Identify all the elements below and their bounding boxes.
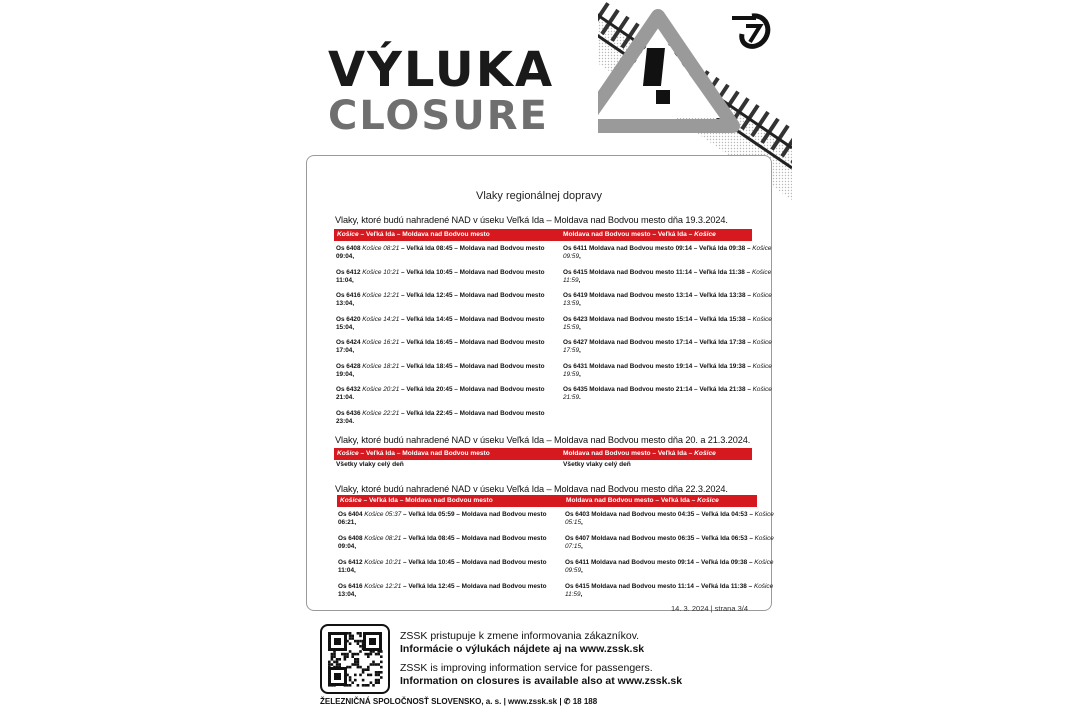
train-entry-kosice-time: Košice 09:59 [565, 559, 776, 575]
train-entry [336, 316, 546, 332]
qr-code-icon[interactable] [320, 624, 390, 694]
train-entry [336, 386, 546, 402]
direction-right-dest: Košice [697, 497, 719, 504]
train-entry-text: Os 6423 Moldava nad Bodvou mesto 15:14 – Veľká Ida 15:38 – [563, 315, 753, 323]
train-entry [565, 535, 775, 551]
train-entry [336, 339, 546, 355]
train-entry-kosice-time: Košice 18:21 [362, 362, 400, 370]
direction-bar-1 [334, 229, 752, 241]
train-entry-kosice-time: Košice 05:15 [565, 511, 776, 527]
train-entry-rest: , [579, 347, 581, 355]
direction-right-rest: Moldava nad Bodvou mesto – Veľká Ida – [566, 497, 698, 504]
train-entry-rest: – Veľká Ida 10:45 – Moldava nad Bodvou mesto 11:04, [336, 268, 547, 284]
train-entry-rest: – Veľká Ida 12:45 – Moldava nad Bodvou mesto 13:04, [336, 292, 547, 308]
train-entry-rest: – Veľká Ida 22:45 – Moldava nad Bodvou mesto 23:04. [336, 409, 547, 425]
train-entry-text: Os 6419 Moldava nad Bodvou mesto 13:14 – Veľká Ida 13:38 – [563, 292, 753, 299]
train-entry-kosice-time: Košice 12:21 [362, 292, 400, 299]
train-entry-rest: , [580, 591, 583, 599]
train-entry-rest: . [579, 394, 581, 402]
train-entry-kosice-time: Košice 08:21 [364, 535, 402, 542]
train-entry-rest: – Veľká Ida 12:45 – Moldava nad Bodvou mesto 13:04, [338, 583, 549, 599]
train-entry-kosice-time: Košice 13:59 [563, 292, 774, 308]
timetable-panel [306, 155, 776, 611]
train-entry [563, 245, 773, 261]
train-entry-text: Os 6415 Moldava nad Bodvou mesto 11:14 – Veľká Ida 11:38 – [565, 583, 754, 590]
train-entry-rest: , [578, 276, 581, 284]
train-entry-kosice-time: Košice 16:21 [362, 339, 400, 346]
train-entry-text: Os 6408 [338, 535, 365, 542]
train-entry-kosice-time: Košice 08:21 [362, 245, 400, 252]
train-entry-text: Os 6412 [338, 559, 365, 566]
train-entry-rest: – Veľká Ida 20:45 – Moldava nad Bodvou mesto 21:04. [336, 386, 547, 402]
section-title-2: Vlaky, ktoré budú nahradené NAD v úseku Veľká Ida – Moldava nad Bodvou mesto dňa 20. a 21.3.2024. [335, 435, 751, 445]
train-entry-text: Os 6427 Moldava nad Bodvou mesto 17:14 – Veľká Ida 17:38 – [563, 339, 753, 346]
direction-left-origin: Košice [337, 231, 359, 238]
train-entry-rest: – Veľká Ida 14:45 – Moldava nad Bodvou mesto 15:04, [336, 315, 547, 331]
train-entry [338, 559, 548, 575]
section-title-3: Vlaky, ktoré budú nahradené NAD v úseku Veľká Ida – Moldava nad Bodvou mesto dňa 22.3.2024. [335, 484, 728, 494]
zssk-logo-icon [726, 10, 774, 50]
train-entry-kosice-time: Košice 21:59 [563, 386, 774, 402]
direction-bar-2 [334, 448, 752, 460]
train-entry-rest: , [581, 543, 583, 551]
train-entry-rest: , [579, 323, 581, 331]
direction-left-rest: – Veľká Ida – Moldava nad Bodvou mesto [358, 231, 490, 238]
train-entry-text: Os 6416 [336, 292, 363, 299]
train-entry [338, 511, 548, 527]
train-entry [563, 339, 773, 355]
direction-left-origin: Košice [340, 497, 362, 504]
train-entry-rest: , [579, 253, 581, 261]
train-entry [563, 316, 773, 332]
train-entry-text: Os 6403 Moldava nad Bodvou mesto 04:35 – Veľká Ida 04:53 – [565, 511, 755, 518]
page-subtitle: CLOSURE [328, 93, 549, 139]
train-entry-text: Os 6420 [336, 315, 363, 323]
train-entry-rest: – Veľká Ida 10:45 – Moldava nad Bodvou mesto 11:04, [338, 559, 549, 575]
train-entry-text: Os 6408 [336, 245, 363, 252]
all-day-left: Všetky vlaky celý deň [336, 461, 404, 468]
train-entry [338, 535, 548, 551]
train-entry-rest: – Veľká Ida 16:45 – Moldava nad Bodvou mesto 17:04, [336, 339, 547, 355]
train-entry-kosice-time: Košice 15:59 [563, 315, 774, 331]
train-entry-rest: , [581, 567, 583, 575]
train-entry-kosice-time: Košice 07:15 [565, 535, 776, 551]
panel-heading: Vlaky regionálnej dopravy [476, 190, 602, 202]
direction-left-rest: – Veľká Ida – Moldava nad Bodvou mesto [358, 450, 490, 457]
footer: ŽELEZNIČNÁ SPOLOČNOSŤ SLOVENSKO, a. s. | www.zssk.sk | ✆ 18 188 [320, 697, 598, 706]
train-entry-kosice-time: Košice 20:21 [362, 386, 400, 393]
section-title-1: Vlaky, ktoré budú nahradené NAD v úseku Veľká Ida – Moldava nad Bodvou mesto dňa 19.3.2024. [335, 215, 728, 225]
direction-bar-3 [337, 495, 757, 507]
train-entry-text: Os 6424 [336, 339, 363, 346]
train-entry [338, 583, 548, 599]
direction-right-dest: Košice [694, 450, 716, 457]
direction-left-rest: – Veľká Ida – Moldava nad Bodvou mesto [361, 497, 493, 504]
train-entry-text: Os 6412 [336, 268, 363, 276]
train-entry-rest: , [581, 519, 583, 527]
info-link-sk[interactable]: Informácie o výlukách nájdete aj na www.zssk.sk [400, 643, 645, 655]
train-entry-text: Os 6407 Moldava nad Bodvou mesto 06:35 – Veľká Ida 06:53 – [565, 535, 755, 542]
train-entry [563, 386, 773, 402]
train-entry [336, 410, 546, 426]
train-entry-kosice-time: Košice 05:37 [364, 511, 402, 518]
direction-right-rest: Moldava nad Bodvou mesto – Veľká Ida – [563, 450, 695, 457]
train-entry [563, 363, 773, 379]
train-entry-kosice-time: Košice 10:21 [364, 559, 402, 566]
train-entry-kosice-time: Košice 09:59 [563, 245, 774, 261]
train-entry-kosice-time: Košice 14:21 [362, 315, 400, 323]
train-entry-text: Os 6416 [338, 583, 365, 590]
direction-right-rest: Moldava nad Bodvou mesto – Veľká Ida – [563, 231, 695, 238]
train-entry-kosice-time: Košice 22:21 [362, 409, 400, 417]
train-entry [336, 269, 546, 285]
train-entry-text: Os 6415 Moldava nad Bodvou mesto 11:14 – Veľká Ida 11:38 – [563, 268, 752, 276]
train-entry-text: Os 6436 [336, 409, 363, 417]
all-day-right: Všetky vlaky celý deň [563, 461, 631, 468]
train-entry-rest: – Veľká Ida 05:59 – Moldava nad Bodvou mesto 06:21, [338, 511, 549, 527]
train-entry [336, 363, 546, 379]
train-entry-rest: – Veľká Ida 18:45 – Moldava nad Bodvou mesto 19:04, [336, 362, 547, 378]
train-entry-text: Os 6404 [338, 511, 365, 518]
train-entry-text: Os 6428 [336, 362, 363, 370]
page-info: 14. 3. 2024 | strana 3/4 [671, 604, 749, 613]
direction-left-origin: Košice [337, 450, 359, 457]
train-entry-text: Os 6411 Moldava nad Bodvou mesto 09:14 – Veľká Ida 09:38 – [563, 245, 753, 252]
train-entry-kosice-time: Košice 11:59 [565, 583, 775, 599]
train-entry-kosice-time: Košice 11:59 [563, 268, 773, 284]
train-entry [336, 292, 546, 308]
train-entry-kosice-time: Košice 19:59 [563, 362, 774, 378]
train-entry-text: Os 6411 Moldava nad Bodvou mesto 09:14 – Veľká Ida 09:38 – [565, 559, 755, 566]
train-entry [565, 583, 775, 599]
train-entry [563, 292, 773, 308]
train-entry-text: Os 6432 [336, 386, 363, 393]
info-line-en: ZSSK is improving information service for passengers. [400, 662, 653, 674]
train-entry-text: Os 6435 Moldava nad Bodvou mesto 21:14 – Veľká Ida 21:38 – [563, 386, 753, 393]
train-entry-kosice-time: Košice 12:21 [364, 583, 402, 590]
train-entry [565, 511, 775, 527]
closure-poster [288, 0, 792, 720]
train-entry-rest: – Veľká Ida 08:45 – Moldava nad Bodvou mesto 09:04, [336, 245, 547, 261]
direction-right-dest: Košice [694, 231, 716, 238]
train-entry [565, 559, 775, 575]
train-entry-rest: , [579, 370, 581, 378]
train-entry-text: Os 6431 Moldava nad Bodvou mesto 19:14 – Veľká Ida 19:38 – [563, 362, 753, 370]
train-entry-kosice-time: Košice 17:59 [563, 339, 774, 355]
train-entry-kosice-time: Košice 10:21 [362, 268, 400, 276]
train-entry-rest: – Veľká Ida 08:45 – Moldava nad Bodvou mesto 09:04, [338, 535, 549, 551]
train-entry [336, 245, 546, 261]
info-line-sk: ZSSK pristupuje k zmene informovania zákazníkov. [400, 630, 640, 642]
info-link-en[interactable]: Information on closures is available also at www.zssk.sk [400, 675, 683, 687]
train-entry [563, 269, 773, 285]
page-title: VÝLUKA [328, 42, 555, 98]
train-entry-rest: , [579, 300, 581, 308]
